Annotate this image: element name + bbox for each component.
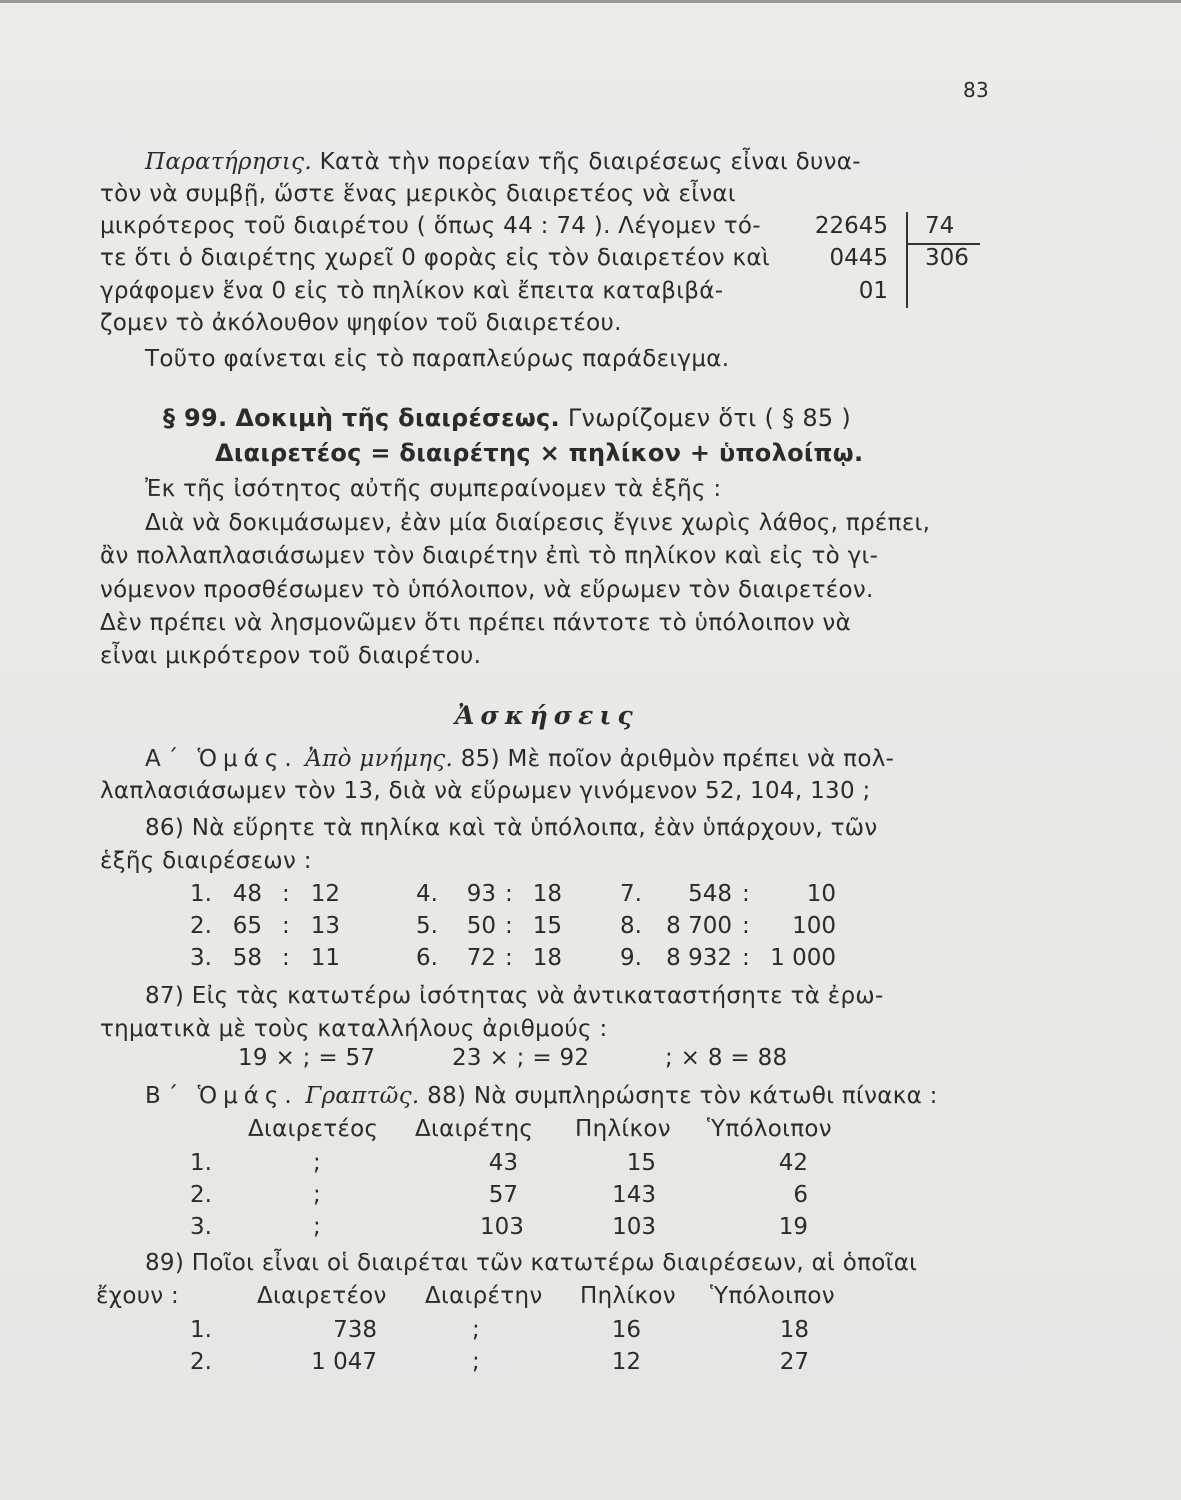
exercise-87-equation-1: 19 × ; = 57 (238, 1045, 376, 1071)
group-a-label: Α΄ Ὁμάς. (145, 746, 298, 772)
remark-line-6: ζομεν τὸ ἀκόλουθον ψηφίον τοῦ διαιρετέου. (100, 310, 622, 336)
exercise-85-text: 85) Μὲ ποῖον ἀριθμὸν πρέπει νὰ πολ- (460, 746, 895, 772)
table-89-remainder-cell: 18 (779, 1317, 809, 1343)
division-vertical-bar (906, 212, 908, 308)
group-b-mode: Γραπτῶς. (305, 1083, 420, 1109)
section-text-5: Δὲν πρέπει νὰ λησμονῶμεν ὅτι πρέπει πάντοτε τὸ ὑπόλοιπον νὰ (100, 610, 852, 636)
division-dividend: 548 (688, 881, 732, 907)
table-89-header-quotient: Πηλίκον (580, 1283, 676, 1309)
table-88-remainder-cell: 6 (793, 1182, 808, 1208)
division-divisor: 11 (310, 945, 340, 971)
exercise-89-line-1: 89) Ποῖοι εἶναι οἱ διαιρέται τῶν κατωτέρω διαιρέσεων, αἱ ὁποῖαι (145, 1250, 918, 1276)
table-88-dividend-cell: ; (313, 1182, 321, 1208)
exercise-89-lead: ἔχουν : (96, 1283, 180, 1309)
division-number: 2. (190, 913, 212, 939)
table-88-header-remainder: Ὑπόλοιπον (707, 1116, 832, 1142)
division-colon: : (282, 945, 290, 971)
division-formula: Διαιρετέος = διαιρέτης × πηλίκον + ὑπολοίπῳ. (215, 439, 864, 467)
division-divisor: 15 (532, 913, 562, 939)
exercise-88-text: 88) Νὰ συμπληρώσητε τὸν κάτωθι πίνακα : (427, 1083, 938, 1109)
division-divisor: 18 (532, 945, 562, 971)
table-89-row-number: 2. (190, 1349, 212, 1375)
division-number: 8. (620, 913, 642, 939)
table-88-dividend-cell: ; (313, 1150, 321, 1176)
division-colon: : (505, 945, 513, 971)
exercise-87-equation-3: ; × 8 = 88 (665, 1045, 788, 1071)
division-colon: : (505, 913, 513, 939)
division-dividend: 48 (232, 881, 262, 907)
remark-line-1 (145, 146, 861, 178)
table-89-dividend-cell: 1 047 (311, 1349, 377, 1375)
division-dividend: 8 700 (666, 913, 732, 939)
division-dividend: 93 (466, 881, 496, 907)
division-number: 1. (190, 881, 212, 907)
remark-line-2: τὸν νὰ συμβῇ, ὥστε ἕνας μερικὸς διαιρετέος νὰ εἶναι (100, 181, 736, 207)
table-88-remainder-cell: 19 (778, 1214, 808, 1240)
remark-line-7: Τοῦτο φαίνεται εἰς τὸ παραπλεύρως παράδειγμα. (145, 346, 730, 372)
table-88-header-dividend: Διαιρετέος (248, 1116, 379, 1142)
table-88-quotient-cell: 15 (626, 1150, 656, 1176)
table-89-header-remainder: Ὑπόλοιπον (710, 1283, 835, 1309)
table-88-row-number: 1. (190, 1150, 212, 1176)
table-89-quotient-cell: 16 (611, 1317, 641, 1343)
section-text-6: εἶναι μικρότερον τοῦ διαιρέτου. (100, 643, 482, 669)
remark-label: Παρατήρησις. (145, 149, 312, 175)
section-intro: Γνωρίζομεν ὅτι ( § 85 ) (567, 404, 852, 432)
table-88-quotient-cell: 103 (612, 1214, 656, 1240)
division-colon: : (742, 881, 750, 907)
division-colon: : (742, 913, 750, 939)
exercise-87-line-1: 87) Εἰς τὰς κατωτέρω ἰσότητας νὰ ἀντικαταστήσητε τὰ ἐρω- (145, 983, 884, 1009)
division-divisor: 1 000 (770, 945, 836, 971)
table-88-divisor-cell: 103 (480, 1214, 524, 1240)
division-colon: : (282, 913, 290, 939)
division-number: 7. (620, 881, 642, 907)
section-99-heading (163, 402, 851, 434)
table-89-row-number: 1. (190, 1317, 212, 1343)
division-colon: : (282, 881, 290, 907)
division-divisor: 10 (806, 881, 836, 907)
division-number: 3. (190, 945, 212, 971)
table-88-row-number: 3. (190, 1214, 212, 1240)
example-dividend: 22645 (814, 213, 888, 239)
remark-line-3: μικρότερος τοῦ διαιρέτου ( ὅπως 44 : 74 ). Λέγομεν τό- (100, 213, 761, 239)
table-88-divisor-cell: 43 (488, 1150, 518, 1176)
division-dividend: 72 (466, 945, 496, 971)
section-text-3: ἂν πολλαπλασιάσωμεν τὸν διαιρέτην ἐπὶ τὸ πηλίκον καὶ εἰς τὸ γι- (100, 543, 879, 569)
division-dividend: 65 (232, 913, 262, 939)
division-divisor: 12 (310, 881, 340, 907)
table-89-header-dividend: Διαιρετέον (257, 1283, 387, 1309)
division-colon: : (505, 881, 513, 907)
exercise-85-line-2: λαπλασιάσωμεν τὸν 13, διὰ νὰ εὕρωμεν γινόμενον 52, 104, 130 ; (100, 778, 871, 804)
exercise-86-line-1: 86) Νὰ εὕρητε τὰ πηλίκα καὶ τὰ ὑπόλοιπα, ἐὰν ὑπάρχουν, τῶν (145, 815, 878, 841)
table-88-divisor-cell: 57 (488, 1182, 518, 1208)
remark-line-5: γράφομεν ἕνα 0 εἰς τὸ πηλίκον καὶ ἔπειτα καταβιβά- (100, 278, 724, 304)
section-number: § 99. (163, 404, 228, 432)
example-partial: 0445 (829, 245, 888, 271)
division-dividend: 8 932 (666, 945, 732, 971)
table-89-divisor-cell: ; (472, 1317, 480, 1343)
division-number: 5. (416, 913, 438, 939)
table-88-header-quotient: Πηλίκον (575, 1116, 671, 1142)
section-text-4: νόμενον προσθέσωμεν τὸ ὑπόλοιπον, νὰ εὕρωμεν τὸν διαιρετέον. (100, 577, 874, 603)
exercises-heading: Ἀσκήσεις (455, 701, 639, 730)
exercise-87-equation-2: 23 × ; = 92 (452, 1045, 590, 1071)
remark-line-4: τε ὅτι ὁ διαιρέτης χωρεῖ 0 φορὰς εἰς τὸν διαιρετέον καὶ (100, 245, 770, 271)
division-divisor: 13 (310, 913, 340, 939)
exercise-88-line (145, 1080, 938, 1112)
group-a-mode: Ἀπὸ μνήμης. (305, 746, 454, 772)
page-number: 83 (963, 78, 990, 102)
example-quotient: 306 (925, 245, 969, 271)
table-89-remainder-cell: 27 (779, 1349, 809, 1375)
division-number: 9. (620, 945, 642, 971)
remark-text-1: Κατὰ τὴν πορείαν τῆς διαιρέσεως εἶναι δυνα- (319, 149, 861, 175)
division-number: 6. (416, 945, 438, 971)
table-88-quotient-cell: 143 (612, 1182, 656, 1208)
division-divisor: 18 (532, 881, 562, 907)
exercise-86-line-2: ἑξῆς διαιρέσεων : (100, 848, 312, 874)
group-b-label: Β΄ Ὁμάς. (145, 1083, 298, 1109)
table-89-header-divisor: Διαιρέτην (425, 1283, 543, 1309)
division-colon: : (742, 945, 750, 971)
division-divisor: 100 (792, 913, 836, 939)
example-remainder: 01 (858, 278, 888, 304)
scan-edge (0, 0, 1181, 3)
division-number: 4. (416, 881, 438, 907)
section-text-2: Διὰ νὰ δοκιμάσωμεν, ἐὰν μία διαίρεσις ἔγινε χωρὶς λάθος, πρέπει, (145, 510, 931, 536)
division-dividend: 58 (232, 945, 262, 971)
division-dividend: 50 (466, 913, 496, 939)
table-88-row-number: 2. (190, 1182, 212, 1208)
example-divisor: 74 (925, 213, 955, 239)
table-89-dividend-cell: 738 (333, 1317, 377, 1343)
table-88-dividend-cell: ; (313, 1214, 321, 1240)
section-text-1: Ἐκ τῆς ἰσότητος αὐτῆς συμπεραίνομεν τὰ ἑξῆς : (145, 476, 722, 502)
table-89-quotient-cell: 12 (611, 1349, 641, 1375)
table-89-divisor-cell: ; (472, 1349, 480, 1375)
table-88-header-divisor: Διαιρέτης (415, 1116, 534, 1142)
table-88-remainder-cell: 42 (778, 1150, 808, 1176)
section-title: Δοκιμὴ τῆς διαιρέσεως. (235, 404, 560, 432)
exercise-87-line-2: τηματικὰ μὲ τοὺς καταλλήλους ἀριθμούς : (100, 1016, 608, 1042)
exercise-85-line-1 (145, 743, 894, 775)
